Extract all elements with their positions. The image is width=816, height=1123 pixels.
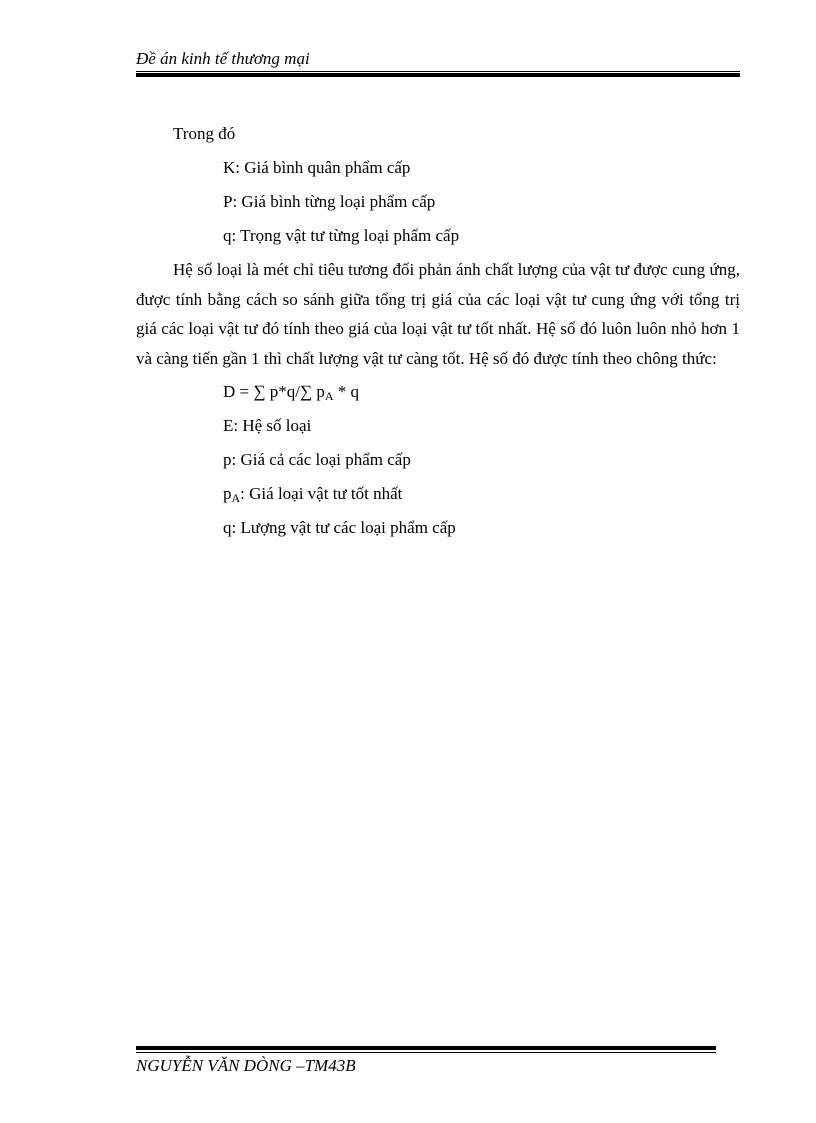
definition-e: E: Hệ số loại bbox=[223, 416, 312, 435]
formula-lhs: D = ∑ p*q/∑ p bbox=[223, 382, 325, 401]
formula-subscript: A bbox=[324, 389, 334, 403]
footer-rule-thick bbox=[136, 1046, 716, 1050]
definition-pa bbox=[136, 477, 740, 511]
pa-prefix: p bbox=[223, 484, 232, 503]
definition-k: K: Giá bình quân phẩm cấp bbox=[223, 158, 411, 177]
definition-p-price: p: Giá cả các loại phẩm cấp bbox=[223, 450, 411, 469]
formula-line bbox=[136, 375, 740, 409]
definition-p: P: Giá bình từng loại phẩm cấp bbox=[223, 192, 436, 211]
footer-rule-thin bbox=[136, 1052, 716, 1053]
header-rule-thick bbox=[136, 73, 740, 77]
document-body bbox=[136, 117, 740, 545]
formula-rhs: * q bbox=[333, 382, 359, 401]
intro-line: Trong đó bbox=[173, 124, 236, 143]
page-header-title: Đề án kinh tế thương mại bbox=[136, 49, 310, 68]
pa-suffix: : Giá loại vật tư tốt nhất bbox=[240, 484, 403, 503]
definition-q-quantity: q: Lượng vật tư các loại phẩm cấp bbox=[223, 518, 456, 537]
definition-q: q: Trọng vật tư từng loại phẩm cấp bbox=[223, 226, 460, 245]
coefficient-paragraph: Hệ số loại là mét chỉ tiêu tương đối phản ánh chất lượng của vật tư được cung ứng, được tính bằng cách so sánh giữa tổng trị giá của các loại vật tư cung ứng với tổng trị giá các loại vật tư đó tính theo giá của loại vật tư tốt nhất. Hệ số đó luôn luôn nhỏ hơn 1 và càng tiến gần 1 thì chất lượng vật tư càng tốt. Hệ số đó được tính theo chông thức: bbox=[136, 260, 740, 368]
page-footer-author: NGUYỄN VĂN DÒNG –TM43B bbox=[136, 1056, 356, 1075]
pa-subscript: A bbox=[231, 491, 241, 505]
header-rule-thin bbox=[136, 71, 740, 72]
